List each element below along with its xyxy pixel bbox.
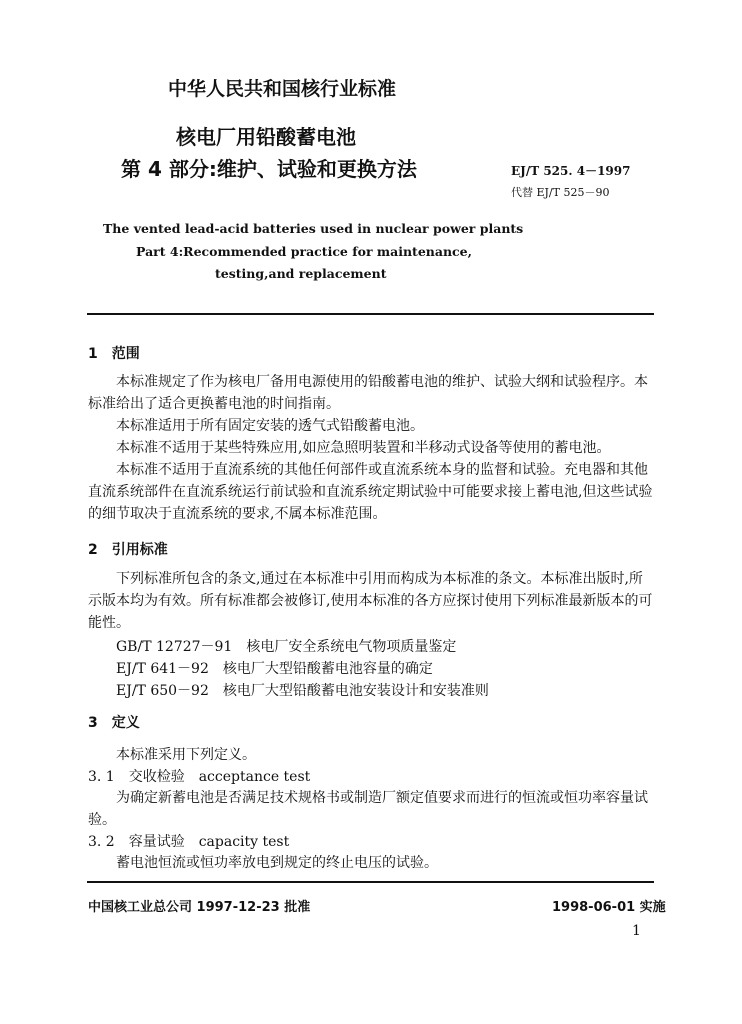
- issuer-approval: 中国核工业总公司 1997-12-23 批准: [88, 900, 311, 915]
- reference-item: EJ/T 650－92 核电厂大型铅酸蓄电池安装设计和安装准则: [116, 683, 489, 699]
- section-3-heading: 3 定义: [88, 715, 140, 731]
- section-2-heading: 2 引用标准: [88, 542, 168, 558]
- effective-date: 1998-06-01 实施: [552, 900, 666, 915]
- section-2-para-1: 下列标准所包含的条文,通过在本标准中引用而构成为本标准的条文。本标准出版时,所示版本均为有效。所有标准都会被修订,使用本标准的各方应探讨使用下列标准最新版本的可能性。: [88, 571, 653, 631]
- reference-item: EJ/T 641－92 核电厂大型铅酸蓄电池容量的确定: [116, 661, 433, 677]
- replaces-standard: 代替 EJ/T 525－90: [511, 186, 610, 199]
- document-subtitle: 第 4 部分:维护、试验和更换方法: [121, 157, 417, 181]
- section-1-para-4: 本标准不适用于直流系统的其他任何部件或直流系统本身的监督和试验。充电器和其他直流系统部件在直流系统运行前试验和直流系统定期试验中可能要求接上蓄电池,但这些试验的细节取决于直流系统的要求,不属本标准范围。: [88, 462, 653, 522]
- standard-number: EJ/T 525. 4－1997: [511, 164, 631, 178]
- org-title: 中华人民共和国核行业标准: [168, 78, 397, 100]
- definition-3-2-heading: 3. 2 容量试验 capacity test: [88, 834, 290, 850]
- definition-3-1-heading: 3. 1 交收检验 acceptance test: [88, 769, 311, 785]
- page-number: 1: [632, 923, 641, 939]
- english-title-line-1: The vented lead-acid batteries used in nuclear power plants: [103, 221, 524, 236]
- section-1-para-1: 本标准规定了作为核电厂备用电源使用的铅酸蓄电池的维护、试验大纲和试验程序。本标准给出了适合更换蓄电池的时间指南。: [88, 374, 648, 412]
- document-title: 核电厂用铅酸蓄电池: [176, 125, 356, 149]
- english-title-line-2: Part 4:Recommended practice for maintenance,: [136, 244, 472, 259]
- reference-item: GB/T 12727－91 核电厂安全系统电气物项质量鉴定: [116, 639, 457, 655]
- section-1-heading: 1 范围: [88, 346, 140, 362]
- section-1-para-2: 本标准适用于所有固定安装的透气式铅酸蓄电池。: [116, 418, 424, 434]
- section-1-para-3: 本标准不适用于某些特殊应用,如应急照明装置和半移动式设备等使用的蓄电池。: [116, 440, 611, 456]
- definition-3-2-text: 蓄电池恒流或恒功率放电到规定的终止电压的试验。: [116, 855, 438, 871]
- definition-3-1-text: 为确定新蓄电池是否满足技术规格书或制造厂额定值要求而进行的恒流或恒功率容量试验。: [88, 790, 648, 828]
- footer-divider: [87, 881, 654, 883]
- header-divider: [87, 313, 654, 315]
- english-title-line-3: testing,and replacement: [215, 266, 387, 281]
- section-3-intro: 本标准采用下列定义。: [116, 747, 256, 763]
